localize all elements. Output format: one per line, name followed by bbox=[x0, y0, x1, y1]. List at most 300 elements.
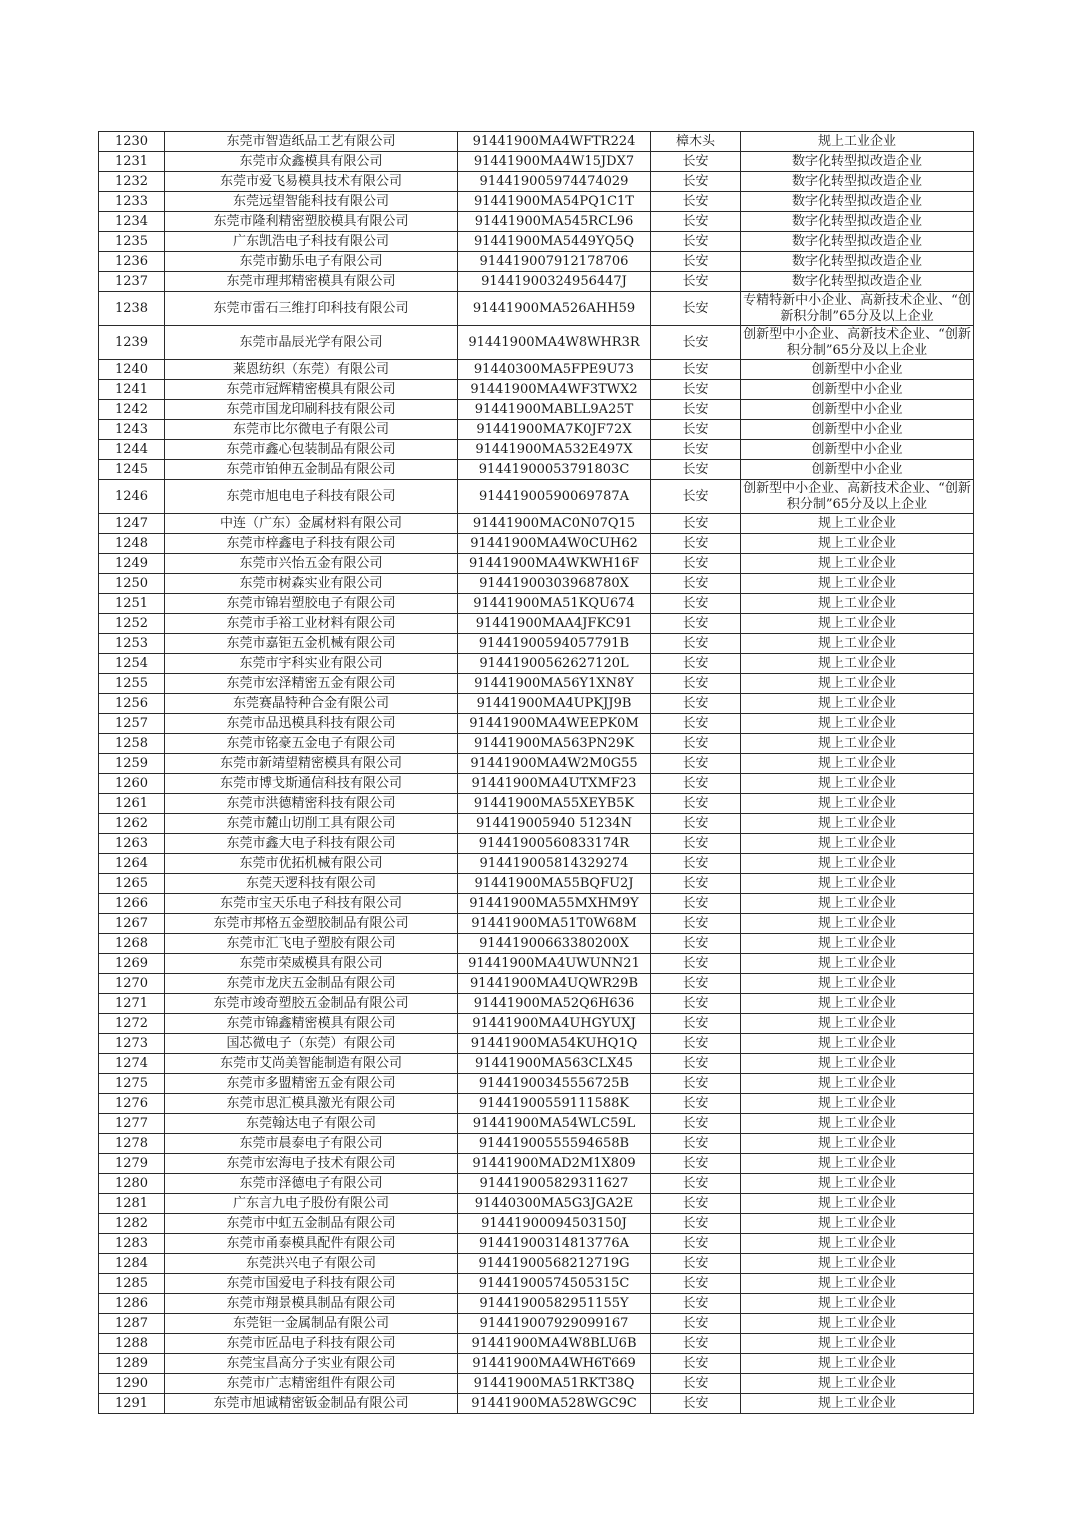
company-name-cell: 东莞洪兴电子有限公司 bbox=[165, 1254, 458, 1274]
credit-code-cell: 91441900562627120L bbox=[458, 654, 651, 674]
row-number-cell: 1269 bbox=[99, 954, 165, 974]
credit-code-cell: 91441900MA7K0JF72X bbox=[458, 420, 651, 440]
credit-code-cell: 91441900MA526AHH59 bbox=[458, 292, 651, 326]
row-number-cell: 1247 bbox=[99, 514, 165, 534]
row-number-cell: 1244 bbox=[99, 440, 165, 460]
credit-code-cell: 91441900MA4UWUNN21 bbox=[458, 954, 651, 974]
table-row bbox=[99, 774, 974, 794]
category-cell: 专精特新中小企业、高新技术企业、“创新积分制”65分及以上企业 bbox=[741, 292, 974, 326]
category-cell: 规上工业企业 bbox=[741, 754, 974, 774]
category-cell: 规上工业企业 bbox=[741, 794, 974, 814]
category-cell: 规上工业企业 bbox=[741, 574, 974, 594]
town-cell: 长安 bbox=[651, 514, 741, 534]
category-cell: 规上工业企业 bbox=[741, 1194, 974, 1214]
company-name-cell: 东莞市锦岩塑胶电子有限公司 bbox=[165, 594, 458, 614]
company-name-cell: 东莞赛晶特种合金有限公司 bbox=[165, 694, 458, 714]
table-row bbox=[99, 292, 974, 326]
category-cell: 创新型中小企业、高新技术企业、“创新积分制”65分及以上企业 bbox=[741, 326, 974, 360]
company-name-cell: 东莞市广志精密组件有限公司 bbox=[165, 1374, 458, 1394]
table-row bbox=[99, 480, 974, 514]
credit-code-cell: 91441900MA4W2M0G55 bbox=[458, 754, 651, 774]
table-row bbox=[99, 1094, 974, 1114]
credit-code-cell: 914419005829311627 bbox=[458, 1174, 651, 1194]
credit-code-cell: 91441900MA55BQFU2J bbox=[458, 874, 651, 894]
company-name-cell: 东莞市龙庆五金制品有限公司 bbox=[165, 974, 458, 994]
town-cell: 长安 bbox=[651, 774, 741, 794]
company-name-cell: 东莞市晨泰电子有限公司 bbox=[165, 1134, 458, 1154]
row-number-cell: 1267 bbox=[99, 914, 165, 934]
town-cell: 长安 bbox=[651, 1374, 741, 1394]
credit-code-cell: 91441900MA4W8WHR3R bbox=[458, 326, 651, 360]
town-cell: 长安 bbox=[651, 554, 741, 574]
category-cell: 创新型中小企业 bbox=[741, 460, 974, 480]
company-name-cell: 东莞市理邦精密模具有限公司 bbox=[165, 272, 458, 292]
table-row bbox=[99, 460, 974, 480]
category-cell: 规上工业企业 bbox=[741, 514, 974, 534]
row-number-cell: 1280 bbox=[99, 1174, 165, 1194]
table-row bbox=[99, 934, 974, 954]
table-row bbox=[99, 380, 974, 400]
credit-code-cell: 91441900MA563PN29K bbox=[458, 734, 651, 754]
table-row bbox=[99, 1334, 974, 1354]
category-cell: 规上工业企业 bbox=[741, 1134, 974, 1154]
company-name-cell: 东莞市思汇模具激光有限公司 bbox=[165, 1094, 458, 1114]
company-name-cell: 东莞市晶辰光学有限公司 bbox=[165, 326, 458, 360]
company-name-cell: 东莞市宏泽精密五金有限公司 bbox=[165, 674, 458, 694]
credit-code-cell: 91441900MA55XEYB5K bbox=[458, 794, 651, 814]
category-cell: 规上工业企业 bbox=[741, 1294, 974, 1314]
row-number-cell: 1233 bbox=[99, 192, 165, 212]
town-cell: 长安 bbox=[651, 1254, 741, 1274]
row-number-cell: 1279 bbox=[99, 1154, 165, 1174]
table-row bbox=[99, 132, 974, 152]
town-cell: 长安 bbox=[651, 1034, 741, 1054]
category-cell: 规上工业企业 bbox=[741, 1094, 974, 1114]
company-name-cell: 东莞市麓山切削工具有限公司 bbox=[165, 814, 458, 834]
town-cell: 长安 bbox=[651, 1294, 741, 1314]
company-name-cell: 东莞市比尔微电子有限公司 bbox=[165, 420, 458, 440]
company-name-cell: 广东言九电子股份有限公司 bbox=[165, 1194, 458, 1214]
category-cell: 规上工业企业 bbox=[741, 132, 974, 152]
row-number-cell: 1262 bbox=[99, 814, 165, 834]
table-row bbox=[99, 1034, 974, 1054]
row-number-cell: 1277 bbox=[99, 1114, 165, 1134]
table-row bbox=[99, 1074, 974, 1094]
category-cell: 规上工业企业 bbox=[741, 1394, 974, 1414]
table-row bbox=[99, 534, 974, 554]
category-cell: 规上工业企业 bbox=[741, 1034, 974, 1054]
town-cell: 长安 bbox=[651, 1194, 741, 1214]
town-cell: 长安 bbox=[651, 1274, 741, 1294]
table-row bbox=[99, 1314, 974, 1334]
company-name-cell: 广东凯浩电子科技有限公司 bbox=[165, 232, 458, 252]
table-row bbox=[99, 1154, 974, 1174]
town-cell: 长安 bbox=[651, 1134, 741, 1154]
town-cell: 长安 bbox=[651, 440, 741, 460]
credit-code-cell: 91441900MA4UPKJJ9B bbox=[458, 694, 651, 714]
table-row bbox=[99, 400, 974, 420]
row-number-cell: 1239 bbox=[99, 326, 165, 360]
category-cell: 规上工业企业 bbox=[741, 694, 974, 714]
credit-code-cell: 91441900324956447J bbox=[458, 272, 651, 292]
company-name-cell: 东莞市汇飞电子塑胶有限公司 bbox=[165, 934, 458, 954]
credit-code-cell: 91441900MA55MXHM9Y bbox=[458, 894, 651, 914]
town-cell: 长安 bbox=[651, 292, 741, 326]
table-row bbox=[99, 360, 974, 380]
category-cell: 规上工业企业 bbox=[741, 1214, 974, 1234]
credit-code-cell: 91441900MAD2M1X809 bbox=[458, 1154, 651, 1174]
company-name-cell: 东莞市品迅模具科技有限公司 bbox=[165, 714, 458, 734]
table-row bbox=[99, 152, 974, 172]
credit-code-cell: 91441900MABLL9A25T bbox=[458, 400, 651, 420]
category-cell: 规上工业企业 bbox=[741, 914, 974, 934]
company-name-cell: 东莞翰达电子有限公司 bbox=[165, 1114, 458, 1134]
category-cell: 数字化转型拟改造企业 bbox=[741, 172, 974, 192]
table-row bbox=[99, 734, 974, 754]
town-cell: 长安 bbox=[651, 1334, 741, 1354]
row-number-cell: 1260 bbox=[99, 774, 165, 794]
category-cell: 规上工业企业 bbox=[741, 1054, 974, 1074]
credit-code-cell: 91441900MA4UHGYUXJ bbox=[458, 1014, 651, 1034]
row-number-cell: 1283 bbox=[99, 1234, 165, 1254]
company-name-cell: 东莞市优拓机械有限公司 bbox=[165, 854, 458, 874]
credit-code-cell: 914419005814329274 bbox=[458, 854, 651, 874]
town-cell: 长安 bbox=[651, 834, 741, 854]
credit-code-cell: 91441900MA4W15JDX7 bbox=[458, 152, 651, 172]
table-row bbox=[99, 614, 974, 634]
credit-code-cell: 91441900MA54PQ1C1T bbox=[458, 192, 651, 212]
category-cell: 规上工业企业 bbox=[741, 1354, 974, 1374]
town-cell: 长安 bbox=[651, 460, 741, 480]
credit-code-cell: 91441900MA4UTXMF23 bbox=[458, 774, 651, 794]
company-name-cell: 莱恩纺织（东莞）有限公司 bbox=[165, 360, 458, 380]
town-cell: 长安 bbox=[651, 634, 741, 654]
row-number-cell: 1271 bbox=[99, 994, 165, 1014]
category-cell: 规上工业企业 bbox=[741, 1314, 974, 1334]
table-row bbox=[99, 974, 974, 994]
company-name-cell: 东莞宝昌高分子实业有限公司 bbox=[165, 1354, 458, 1374]
row-number-cell: 1259 bbox=[99, 754, 165, 774]
company-name-cell: 东莞市锦鑫精密模具有限公司 bbox=[165, 1014, 458, 1034]
table-row bbox=[99, 272, 974, 292]
credit-code-cell: 91441900MA4W8BLU6B bbox=[458, 1334, 651, 1354]
row-number-cell: 1282 bbox=[99, 1214, 165, 1234]
company-name-cell: 东莞市泽德电子有限公司 bbox=[165, 1174, 458, 1194]
credit-code-cell: 914419007929099167 bbox=[458, 1314, 651, 1334]
town-cell: 长安 bbox=[651, 1314, 741, 1334]
table-row bbox=[99, 854, 974, 874]
category-cell: 规上工业企业 bbox=[741, 674, 974, 694]
table-row bbox=[99, 894, 974, 914]
table-row bbox=[99, 1374, 974, 1394]
row-number-cell: 1275 bbox=[99, 1074, 165, 1094]
category-cell: 规上工业企业 bbox=[741, 1014, 974, 1034]
table-row bbox=[99, 1294, 974, 1314]
company-name-cell: 东莞市洪德精密科技有限公司 bbox=[165, 794, 458, 814]
table-row bbox=[99, 834, 974, 854]
credit-code-cell: 914419005974474029 bbox=[458, 172, 651, 192]
company-list-table bbox=[98, 131, 974, 1414]
town-cell: 长安 bbox=[651, 854, 741, 874]
row-number-cell: 1249 bbox=[99, 554, 165, 574]
row-number-cell: 1290 bbox=[99, 1374, 165, 1394]
table-row bbox=[99, 1394, 974, 1414]
table-row bbox=[99, 574, 974, 594]
credit-code-cell: 91441900559111588K bbox=[458, 1094, 651, 1114]
category-cell: 规上工业企业 bbox=[741, 1074, 974, 1094]
credit-code-cell: 91441900MA51KQU674 bbox=[458, 594, 651, 614]
category-cell: 规上工业企业 bbox=[741, 934, 974, 954]
row-number-cell: 1246 bbox=[99, 480, 165, 514]
company-name-cell: 东莞市嘉钜五金机械有限公司 bbox=[165, 634, 458, 654]
category-cell: 规上工业企业 bbox=[741, 554, 974, 574]
table-row bbox=[99, 440, 974, 460]
credit-code-cell: 91441900MA563CLX45 bbox=[458, 1054, 651, 1074]
credit-code-cell: 91441900345556725B bbox=[458, 1074, 651, 1094]
credit-code-cell: 91440300MA5FPE9U73 bbox=[458, 360, 651, 380]
company-name-cell: 东莞市竣奇塑胶五金制品有限公司 bbox=[165, 994, 458, 1014]
town-cell: 长安 bbox=[651, 1234, 741, 1254]
category-cell: 创新型中小企业、高新技术企业、“创新积分制”65分及以上企业 bbox=[741, 480, 974, 514]
company-name-cell: 东莞市甬泰模具配件有限公司 bbox=[165, 1234, 458, 1254]
credit-code-cell: 91441900MA5449YQ5Q bbox=[458, 232, 651, 252]
town-cell: 长安 bbox=[651, 212, 741, 232]
credit-code-cell: 91441900MA51T0W68M bbox=[458, 914, 651, 934]
town-cell: 长安 bbox=[651, 534, 741, 554]
table-row bbox=[99, 794, 974, 814]
company-name-cell: 东莞市旭电电子科技有限公司 bbox=[165, 480, 458, 514]
category-cell: 规上工业企业 bbox=[741, 874, 974, 894]
table-row bbox=[99, 714, 974, 734]
credit-code-cell: 91441900582951155Y bbox=[458, 1294, 651, 1314]
row-number-cell: 1237 bbox=[99, 272, 165, 292]
category-cell: 规上工业企业 bbox=[741, 1114, 974, 1134]
table-row bbox=[99, 634, 974, 654]
company-name-cell: 东莞市鑫大电子科技有限公司 bbox=[165, 834, 458, 854]
company-name-cell: 东莞市众鑫模具有限公司 bbox=[165, 152, 458, 172]
town-cell: 长安 bbox=[651, 1074, 741, 1094]
credit-code-cell: 91441900594057791B bbox=[458, 634, 651, 654]
table-body bbox=[99, 132, 974, 1414]
row-number-cell: 1255 bbox=[99, 674, 165, 694]
row-number-cell: 1286 bbox=[99, 1294, 165, 1314]
town-cell: 长安 bbox=[651, 994, 741, 1014]
category-cell: 数字化转型拟改造企业 bbox=[741, 212, 974, 232]
town-cell: 长安 bbox=[651, 934, 741, 954]
category-cell: 规上工业企业 bbox=[741, 994, 974, 1014]
town-cell: 长安 bbox=[651, 1154, 741, 1174]
town-cell: 长安 bbox=[651, 594, 741, 614]
row-number-cell: 1289 bbox=[99, 1354, 165, 1374]
company-name-cell: 东莞市铭豪五金电子有限公司 bbox=[165, 734, 458, 754]
row-number-cell: 1263 bbox=[99, 834, 165, 854]
town-cell: 长安 bbox=[651, 252, 741, 272]
category-cell: 创新型中小企业 bbox=[741, 400, 974, 420]
credit-code-cell: 91441900MA4WFTR224 bbox=[458, 132, 651, 152]
credit-code-cell: 91441900663380200X bbox=[458, 934, 651, 954]
row-number-cell: 1265 bbox=[99, 874, 165, 894]
table-row bbox=[99, 232, 974, 252]
table-row bbox=[99, 674, 974, 694]
table-row bbox=[99, 594, 974, 614]
company-name-cell: 东莞市兴怡五金有限公司 bbox=[165, 554, 458, 574]
town-cell: 长安 bbox=[651, 420, 741, 440]
company-name-cell: 东莞远望智能科技有限公司 bbox=[165, 192, 458, 212]
town-cell: 长安 bbox=[651, 380, 741, 400]
town-cell: 长安 bbox=[651, 674, 741, 694]
row-number-cell: 1285 bbox=[99, 1274, 165, 1294]
row-number-cell: 1241 bbox=[99, 380, 165, 400]
town-cell: 长安 bbox=[651, 152, 741, 172]
credit-code-cell: 91441900094503150J bbox=[458, 1214, 651, 1234]
town-cell: 长安 bbox=[651, 754, 741, 774]
row-number-cell: 1291 bbox=[99, 1394, 165, 1414]
company-name-cell: 东莞市荣威模具有限公司 bbox=[165, 954, 458, 974]
category-cell: 规上工业企业 bbox=[741, 854, 974, 874]
row-number-cell: 1273 bbox=[99, 1034, 165, 1054]
company-name-cell: 东莞钜一金属制品有限公司 bbox=[165, 1314, 458, 1334]
company-name-cell: 东莞市冠辉精密模具有限公司 bbox=[165, 380, 458, 400]
row-number-cell: 1272 bbox=[99, 1014, 165, 1034]
town-cell: 长安 bbox=[651, 814, 741, 834]
company-name-cell: 中连（广东）金属材料有限公司 bbox=[165, 514, 458, 534]
credit-code-cell: 91441900MA51RKT38Q bbox=[458, 1374, 651, 1394]
table-row bbox=[99, 514, 974, 534]
table-row bbox=[99, 192, 974, 212]
company-name-cell: 东莞市翔景模具制品有限公司 bbox=[165, 1294, 458, 1314]
table-row bbox=[99, 326, 974, 360]
town-cell: 长安 bbox=[651, 1114, 741, 1134]
town-cell: 长安 bbox=[651, 1054, 741, 1074]
table-row bbox=[99, 1174, 974, 1194]
town-cell: 长安 bbox=[651, 794, 741, 814]
category-cell: 规上工业企业 bbox=[741, 1234, 974, 1254]
company-name-cell: 东莞市宏海电子技术有限公司 bbox=[165, 1154, 458, 1174]
company-name-cell: 东莞市鑫心包装制品有限公司 bbox=[165, 440, 458, 460]
credit-code-cell: 91441900MA4UQWR29B bbox=[458, 974, 651, 994]
company-name-cell: 东莞市邦格五金塑胶制品有限公司 bbox=[165, 914, 458, 934]
credit-code-cell: 91441900MAA4JFKC91 bbox=[458, 614, 651, 634]
company-name-cell: 东莞市智造纸品工艺有限公司 bbox=[165, 132, 458, 152]
category-cell: 规上工业企业 bbox=[741, 714, 974, 734]
town-cell: 长安 bbox=[651, 954, 741, 974]
row-number-cell: 1238 bbox=[99, 292, 165, 326]
table-row bbox=[99, 1354, 974, 1374]
town-cell: 长安 bbox=[651, 1214, 741, 1234]
row-number-cell: 1236 bbox=[99, 252, 165, 272]
table-row bbox=[99, 1134, 974, 1154]
table-row bbox=[99, 172, 974, 192]
credit-code-cell: 91441900314813776A bbox=[458, 1234, 651, 1254]
company-name-cell: 东莞市艾尚美智能制造有限公司 bbox=[165, 1054, 458, 1074]
row-number-cell: 1258 bbox=[99, 734, 165, 754]
company-name-cell: 东莞市宝天乐电子科技有限公司 bbox=[165, 894, 458, 914]
table-row bbox=[99, 1254, 974, 1274]
table-row bbox=[99, 914, 974, 934]
town-cell: 长安 bbox=[651, 874, 741, 894]
credit-code-cell: 91441900MA528WGC9C bbox=[458, 1394, 651, 1414]
company-name-cell: 东莞市国龙印刷科技有限公司 bbox=[165, 400, 458, 420]
company-name-cell: 东莞市匠品电子科技有限公司 bbox=[165, 1334, 458, 1354]
row-number-cell: 1231 bbox=[99, 152, 165, 172]
credit-code-cell: 914419007912178706 bbox=[458, 252, 651, 272]
category-cell: 创新型中小企业 bbox=[741, 420, 974, 440]
table-row bbox=[99, 754, 974, 774]
category-cell: 数字化转型拟改造企业 bbox=[741, 272, 974, 292]
row-number-cell: 1284 bbox=[99, 1254, 165, 1274]
credit-code-cell: 91441900MA52Q6H636 bbox=[458, 994, 651, 1014]
company-name-cell: 东莞市新靖望精密模具有限公司 bbox=[165, 754, 458, 774]
company-name-cell: 东莞市宇科实业有限公司 bbox=[165, 654, 458, 674]
row-number-cell: 1261 bbox=[99, 794, 165, 814]
credit-code-cell: 91441900MA545RCL96 bbox=[458, 212, 651, 232]
company-name-cell: 东莞市中虹五金制品有限公司 bbox=[165, 1214, 458, 1234]
credit-code-cell: 91441900574505315C bbox=[458, 1274, 651, 1294]
company-name-cell: 东莞市勤乐电子有限公司 bbox=[165, 252, 458, 272]
credit-code-cell: 91441900MA4WEEPK0M bbox=[458, 714, 651, 734]
town-cell: 长安 bbox=[651, 614, 741, 634]
company-name-cell: 东莞市多盟精密五金有限公司 bbox=[165, 1074, 458, 1094]
town-cell: 长安 bbox=[651, 272, 741, 292]
company-name-cell: 东莞市梓鑫电子科技有限公司 bbox=[165, 534, 458, 554]
row-number-cell: 1235 bbox=[99, 232, 165, 252]
table-row bbox=[99, 554, 974, 574]
credit-code-cell: 91441900568212719G bbox=[458, 1254, 651, 1274]
credit-code-cell: 91441900MA56Y1XN8Y bbox=[458, 674, 651, 694]
row-number-cell: 1240 bbox=[99, 360, 165, 380]
category-cell: 规上工业企业 bbox=[741, 774, 974, 794]
row-number-cell: 1254 bbox=[99, 654, 165, 674]
table-row bbox=[99, 1214, 974, 1234]
row-number-cell: 1264 bbox=[99, 854, 165, 874]
town-cell: 长安 bbox=[651, 1094, 741, 1114]
town-cell: 长安 bbox=[651, 894, 741, 914]
credit-code-cell: 914419005940 51234N bbox=[458, 814, 651, 834]
credit-code-cell: 91441900MA4W0CUH62 bbox=[458, 534, 651, 554]
company-name-cell: 东莞市树森实业有限公司 bbox=[165, 574, 458, 594]
row-number-cell: 1278 bbox=[99, 1134, 165, 1154]
town-cell: 长安 bbox=[651, 654, 741, 674]
row-number-cell: 1257 bbox=[99, 714, 165, 734]
company-name-cell: 东莞市爱飞易模具技术有限公司 bbox=[165, 172, 458, 192]
credit-code-cell: 91441900MA532E497X bbox=[458, 440, 651, 460]
town-cell: 长安 bbox=[651, 192, 741, 212]
town-cell: 长安 bbox=[651, 714, 741, 734]
row-number-cell: 1276 bbox=[99, 1094, 165, 1114]
town-cell: 长安 bbox=[651, 1354, 741, 1374]
table-row bbox=[99, 1194, 974, 1214]
town-cell: 长安 bbox=[651, 1174, 741, 1194]
credit-code-cell: 91441900MA4WKWH16F bbox=[458, 554, 651, 574]
town-cell: 长安 bbox=[651, 360, 741, 380]
row-number-cell: 1245 bbox=[99, 460, 165, 480]
row-number-cell: 1270 bbox=[99, 974, 165, 994]
category-cell: 规上工业企业 bbox=[741, 974, 974, 994]
table-row bbox=[99, 654, 974, 674]
credit-code-cell: 91441900590069787A bbox=[458, 480, 651, 514]
town-cell: 长安 bbox=[651, 734, 741, 754]
row-number-cell: 1256 bbox=[99, 694, 165, 714]
category-cell: 规上工业企业 bbox=[741, 734, 974, 754]
row-number-cell: 1252 bbox=[99, 614, 165, 634]
category-cell: 规上工业企业 bbox=[741, 1154, 974, 1174]
table-row bbox=[99, 994, 974, 1014]
row-number-cell: 1266 bbox=[99, 894, 165, 914]
town-cell: 长安 bbox=[651, 172, 741, 192]
category-cell: 创新型中小企业 bbox=[741, 440, 974, 460]
company-name-cell: 东莞市旭诚精密钣金制品有限公司 bbox=[165, 1394, 458, 1414]
category-cell: 规上工业企业 bbox=[741, 654, 974, 674]
